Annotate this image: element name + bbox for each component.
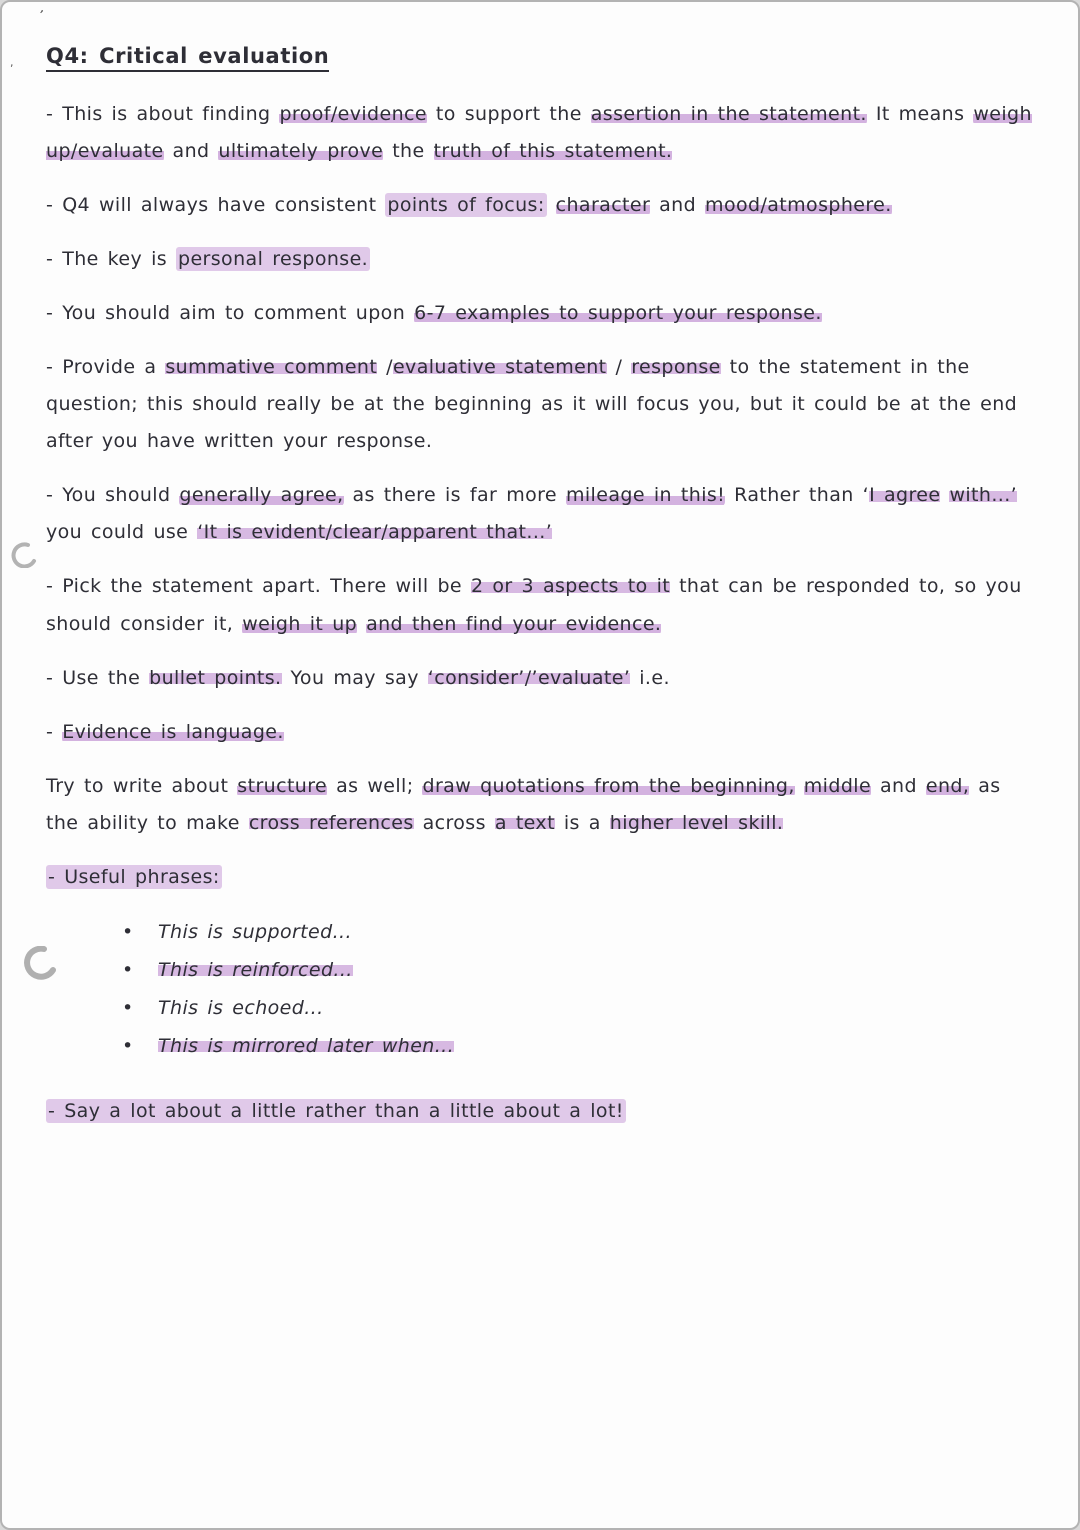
highlighted-text: ‘It is evident/clear/apparent that...’ — [197, 521, 553, 544]
text-segment: as the ability to make — [46, 774, 1001, 834]
text-segment: that can be responded to, so you should consider it, — [46, 575, 1022, 635]
highlighted-text: response — [631, 356, 721, 379]
highlighted-text: bullet points. — [149, 666, 282, 689]
text-segment: - The key is — [46, 248, 176, 271]
page-title: Q4: Critical evaluation — [46, 44, 329, 72]
text-segment — [357, 613, 366, 635]
highlighted-text: a text — [494, 811, 555, 834]
paragraph-bullet-points — [46, 660, 1032, 697]
highlighted-text: draw quotations from the beginning, — [422, 774, 795, 797]
text-segment: It means — [866, 103, 974, 125]
highlighted-text: with...’ — [949, 484, 1018, 507]
highlighted-text: This is reinforced... — [158, 958, 353, 981]
text-segment: You may say — [281, 666, 428, 689]
paragraph-examples — [46, 295, 1032, 332]
highlighted-text: character — [555, 194, 651, 217]
text-segment: i.e. — [630, 666, 670, 689]
highlighted-text: 2 or 3 aspects to it — [470, 575, 671, 598]
text-segment: - You should aim to comment upon — [46, 302, 415, 325]
text-segment: and — [871, 774, 926, 797]
text-segment: is a — [554, 811, 610, 834]
text-segment: / — [377, 356, 393, 379]
text-segment — [795, 775, 804, 797]
text-segment: - Provide a — [46, 356, 166, 379]
highlighted-text: mileage in this! — [565, 484, 726, 507]
text-segment: Rather than ‘ — [725, 484, 870, 507]
text-segment: Try to write about — [46, 774, 238, 797]
text-segment: and — [163, 140, 219, 163]
text-segment: across — [413, 811, 495, 834]
text-segment — [547, 194, 556, 216]
text-segment: as well; — [327, 774, 423, 797]
highlighted-text: assertion in the statement. — [590, 103, 867, 125]
highlighted-text: This is mirrored later when... — [158, 1034, 455, 1057]
highlighted-text: truth of this statement. — [433, 140, 673, 163]
highlighted-text: weigh it up — [242, 612, 358, 635]
highlighted-text: structure — [237, 774, 328, 797]
highlighted-text: generally agree, — [179, 484, 344, 507]
text-segment: - You should — [46, 484, 180, 507]
highlighted-text: personal response. — [178, 248, 369, 271]
pen-mark: ’ — [35, 7, 45, 25]
paragraph-structure — [46, 768, 1032, 842]
text-segment: the — [383, 140, 434, 163]
text-segment: - Pick the statement apart. There will be — [46, 575, 471, 598]
text-segment: to support the — [426, 103, 591, 125]
highlighted-text: evaluative statement — [392, 356, 607, 379]
highlighted-text: ultimately prove — [218, 140, 384, 163]
text-segment: - Q4 will always have consistent — [46, 194, 386, 217]
phrase-item — [158, 951, 1032, 989]
paragraph-summative-comment — [46, 349, 1032, 460]
highlighted-text: summative comment — [165, 356, 378, 379]
pen-mark: , — [10, 56, 14, 69]
phrase-item — [158, 989, 1032, 1027]
text-segment: - This is about finding — [46, 103, 280, 125]
text-segment: - — [46, 720, 63, 743]
highlighted-text: middle — [803, 774, 872, 797]
paragraph-generally-agree — [46, 477, 1032, 551]
highlighted-text: and then find your evidence. — [366, 612, 662, 635]
document-content — [2, 2, 1078, 1130]
highlighted-text: mood/atmosphere. — [705, 194, 892, 217]
paragraph-proof-evidence — [46, 96, 1032, 170]
paragraph-personal-response — [46, 241, 1032, 278]
highlighted-text: points of focus: — [387, 194, 545, 217]
highlighted-text: higher level skill. — [609, 811, 784, 834]
paragraph-pick-apart — [46, 568, 1032, 642]
text-segment: as there is far more — [343, 484, 566, 507]
highlighted-text: end, — [925, 774, 970, 797]
paragraph-points-of-focus — [46, 187, 1032, 224]
useful-phrases-list — [46, 913, 1032, 1065]
highlighted-text: ‘consider’/’evaluate’ — [427, 666, 631, 689]
phrase-item — [158, 1027, 1032, 1065]
highlighted-text: I agree — [869, 484, 941, 507]
text-segment: This is supported... — [158, 920, 352, 943]
document-body — [46, 96, 1032, 1130]
highlighted-text: - Useful phrases: — [48, 865, 220, 888]
highlighted-text: Evidence is language. — [62, 720, 284, 743]
paragraph-useful-phrases-heading — [46, 859, 1032, 896]
text-segment: you could use — [46, 521, 198, 544]
paragraph-evidence-language — [46, 714, 1032, 751]
phrase-item — [158, 913, 1032, 951]
text-segment: to the statement in the question; this should really be at the beginning as it will focus you, but it could be at the end after you have written your response. — [46, 356, 1018, 453]
text-segment: - Use the — [46, 666, 150, 689]
highlighted-text: - Say a lot about a little rather than a little about a lot! — [48, 1099, 624, 1122]
highlighted-text: 6-7 examples to support your response. — [414, 302, 822, 325]
highlighted-text: weigh up/evaluate — [46, 103, 1032, 163]
paragraph-say-a-lot — [46, 1093, 1032, 1130]
highlighted-text: cross references — [248, 811, 414, 834]
highlighted-text: proof/evidence — [279, 103, 427, 125]
text-segment: This is echoed... — [158, 996, 324, 1019]
text-segment: and — [650, 194, 706, 217]
text-segment: / — [606, 356, 632, 379]
